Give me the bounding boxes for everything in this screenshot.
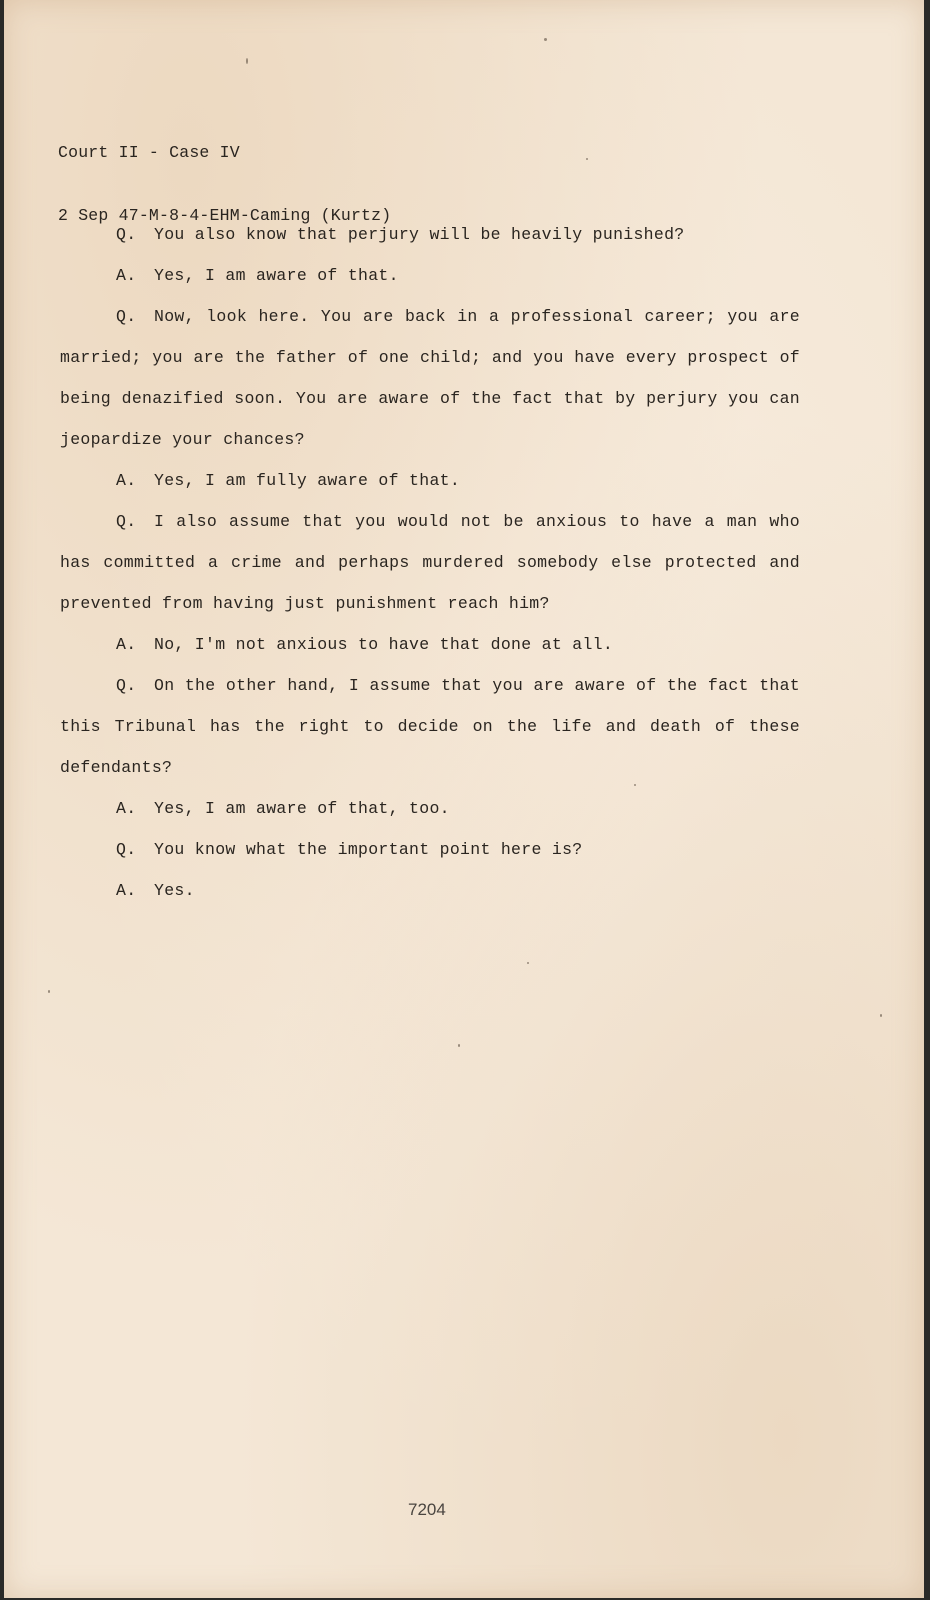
- answer-marker: A.: [116, 799, 137, 818]
- paper-speck: [634, 784, 636, 786]
- testimony-answer: [60, 788, 800, 829]
- testimony-question: [60, 829, 800, 870]
- paper-speck: [458, 1044, 460, 1047]
- question-marker: Q.: [116, 840, 137, 859]
- question-marker: Q.: [116, 307, 137, 326]
- question-marker: Q.: [116, 225, 137, 244]
- paper-speck: [246, 58, 248, 64]
- testimony-answer: [60, 460, 800, 501]
- question-marker: Q.: [116, 512, 137, 531]
- testimony-text: No, I'm not anxious to have that done at all.: [154, 635, 614, 654]
- document-page: [4, 0, 924, 1598]
- testimony-question: [60, 214, 800, 255]
- testimony-answer: [60, 624, 800, 665]
- session-reference-line: 2 Sep 47-M-8-4-EHM-Caming (Kurtz): [58, 206, 392, 225]
- court-case-line: Court II - Case IV: [58, 143, 240, 162]
- testimony-text: Yes, I am aware of that, too.: [154, 799, 450, 818]
- paper-speck: [48, 990, 50, 993]
- testimony-text: Yes, I am aware of that.: [154, 266, 399, 285]
- paper-speck: [527, 962, 529, 964]
- paper-speck: [880, 1014, 882, 1017]
- testimony-body: [60, 214, 800, 911]
- testimony-text: Yes.: [154, 881, 195, 900]
- testimony-question: [60, 501, 800, 624]
- paper-speck: [586, 158, 588, 160]
- testimony-text: You also know that perjury will be heavily punished?: [154, 225, 685, 244]
- testimony-question: [60, 296, 800, 460]
- answer-marker: A.: [116, 881, 137, 900]
- testimony-text: Now, look here. You are back in a professional career; you are married; you are the father of one child; and you have every prospect of being denazified soon. You are aware of the fact that by perjury you can jeopardize your chances?: [60, 307, 800, 449]
- answer-marker: A.: [116, 471, 137, 490]
- testimony-text: You know what the important point here is?: [154, 840, 583, 859]
- testimony-text: Yes, I am fully aware of that.: [154, 471, 461, 490]
- page-number: 7204: [408, 1500, 446, 1519]
- paper-speck: [544, 38, 547, 41]
- testimony-answer: [60, 870, 800, 911]
- testimony-text: On the other hand, I assume that you are aware of the fact that this Tribunal has the right to decide on the life and death of these defendants?: [60, 676, 800, 777]
- testimony-answer: [60, 255, 800, 296]
- testimony-text: I also assume that you would not be anxious to have a man who has committed a crime and perhaps murdered somebody else protected and prevented from having just punishment reach him?: [60, 512, 800, 613]
- question-marker: Q.: [116, 676, 137, 695]
- answer-marker: A.: [116, 635, 137, 654]
- answer-marker: A.: [116, 266, 137, 285]
- testimony-question: [60, 665, 800, 788]
